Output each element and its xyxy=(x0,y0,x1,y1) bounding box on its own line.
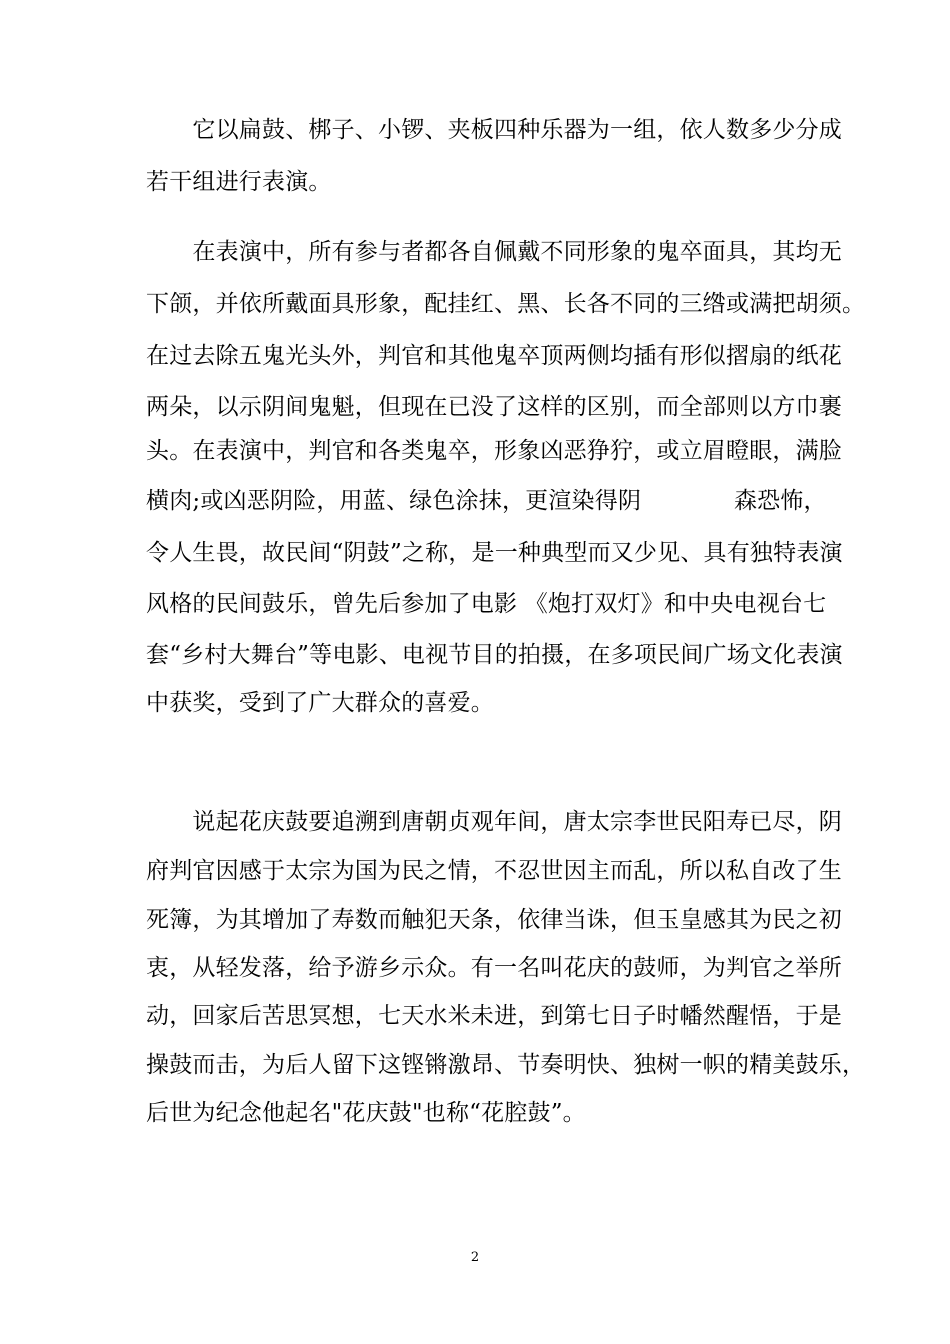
text-line: 衷，从轻发落，给予游乡示众。有一名叫花庆的鼓师，为判官之举所 xyxy=(146,955,842,981)
text-line: 中获奖，受到了广大群众的喜爱。 xyxy=(146,690,494,716)
text-line: 操鼓而击，为后人留下这铿锵激昂、节奏明快、独树一帜的精美鼓乐， xyxy=(146,1052,866,1078)
text-line: 两朵，以示阴间鬼魁，但现在已没了这样的区别，而全部则以方巾裹 xyxy=(146,394,842,420)
text-line: 后世为纪念他起名"花庆鼓"也称“花腔鼓”。 xyxy=(146,1100,586,1126)
text-line: 府判官因感于太宗为国为民之情，不忍世因主而乱，所以私自改了生 xyxy=(146,858,842,884)
text-line: 在过去除五鬼光头外，判官和其他鬼卒顶两侧均插有形似摺扇的纸花 xyxy=(146,343,842,369)
text-line: 它以扁鼓、梆子、小锣、夹板四种乐器为一组，依人数多少分成 xyxy=(146,117,842,143)
text-line: 套“乡村大舞台”等电影、电视节目的拍摄，在多项民间广场文化表演 xyxy=(146,642,843,668)
text-line: 令人生畏，故民间“阴鼓”之称，是一种典型而又少见、具有独特表演 xyxy=(146,540,843,566)
text-line: 在表演中，所有参与者都各自佩戴不同形象的鬼卒面具，其均无 xyxy=(146,239,842,265)
text-line: 下颌，并依所戴面具形象，配挂红、黑、长各不同的三绺或满把胡须。 xyxy=(146,291,866,317)
text-line: 风格的民间鼓乐，曾先后参加了电影 《炮打双灯》和中央电视台七 xyxy=(146,591,827,617)
page-number: 2 xyxy=(470,1250,480,1265)
text-line: 死簿，为其增加了寿数而触犯天条，依律当诛，但玉皇感其为民之初 xyxy=(146,907,842,933)
text-line: 说起花庆鼓要追溯到唐朝贞观年间，唐太宗李世民阳寿已尽，阴 xyxy=(146,809,842,835)
text-line: 若干组进行表演。 xyxy=(146,169,332,195)
text-line: 头。在表演中，判官和各类鬼卒，形象凶恶狰狞，或立眉瞪眼，满脸 xyxy=(146,438,842,464)
text-line: 动，回家后苦思冥想，七天水米未进，到第七日子时幡然醒悟，于是 xyxy=(146,1003,842,1029)
text-line: 横肉;或凶恶阴险，用蓝、绿色涂抹，更渲染得阴 森恐怖， xyxy=(146,488,827,514)
